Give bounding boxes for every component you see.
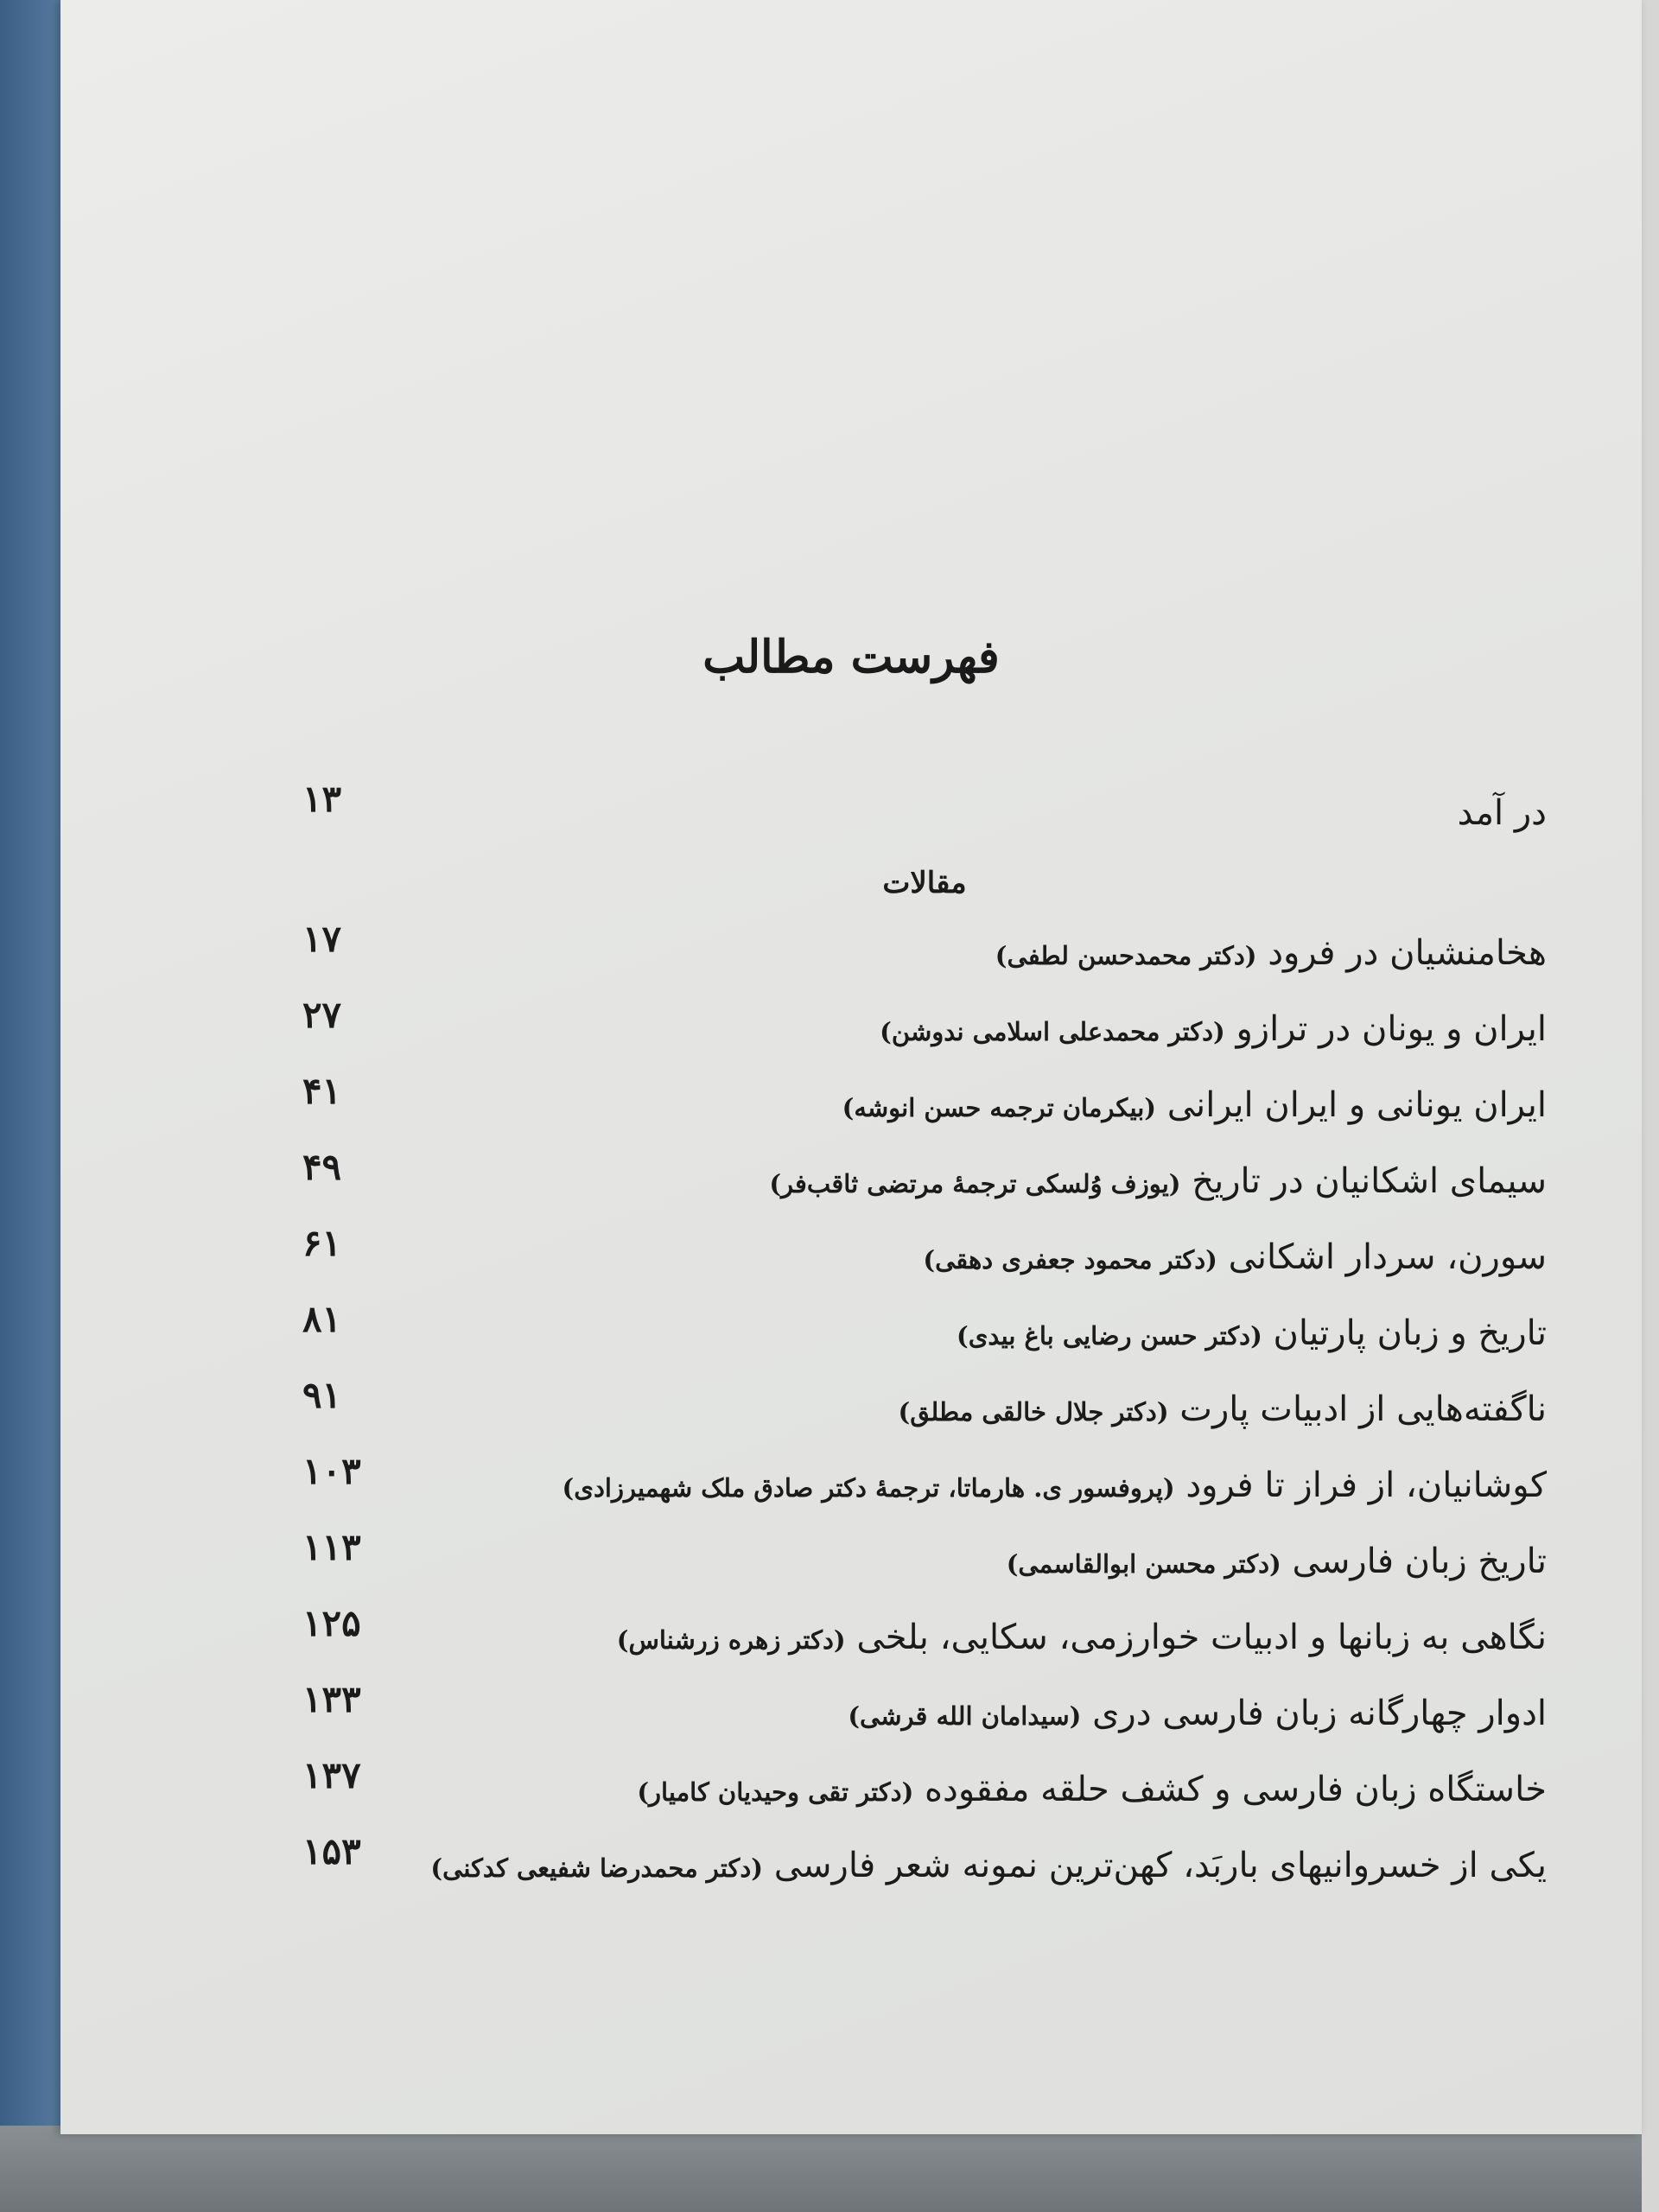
toc-entry-author: (دکتر محمدعلی اسلامی ندوشن)	[880, 1017, 1225, 1046]
toc-entry-page: ۸۱	[302, 1298, 342, 1340]
background-left	[0, 0, 69, 2212]
toc-entry-title: ناگفته‌هایی از ادبیات پارت	[1179, 1389, 1547, 1429]
toc-entry-page: ۱۵۳	[302, 1830, 361, 1872]
toc-entry-title: تاریخ زبان فارسی	[1292, 1541, 1547, 1581]
toc-entry	[302, 1830, 1547, 1906]
toc-entry-author: (یوزف وُلسکی ترجمهٔ مرتضی ثاقب‌فر)	[769, 1169, 1181, 1198]
toc-entry-author: (سیدامان الله قرشی)	[848, 1701, 1082, 1731]
toc-entry-page: ۴۱	[302, 1070, 342, 1112]
toc-entry-title: ایران و یونان در ترازو	[1236, 1009, 1547, 1049]
toc-entry-text	[430, 1830, 1547, 1885]
toc-intro-row	[302, 778, 1547, 854]
toc-entry	[302, 1678, 1547, 1754]
toc-entry-text	[637, 1754, 1547, 1809]
toc-entry-text	[1007, 1526, 1547, 1581]
toc-entry-text	[923, 1222, 1547, 1277]
background-bottom	[0, 2126, 1659, 2212]
toc-entry-title: سیمای اشکانیان در تاریخ	[1192, 1161, 1547, 1201]
toc-entry-title: کوشانیان، از فراز تا فرود	[1185, 1465, 1547, 1505]
toc-entry-author: (دکتر محمدحسن لطفی)	[995, 941, 1257, 970]
toc-entry-author: (دکتر جلال خالقی مطلق)	[898, 1397, 1169, 1427]
book-page	[60, 0, 1642, 2134]
toc-entry-page: ۱۳۷	[302, 1754, 361, 1796]
toc-entry-text	[995, 918, 1547, 973]
toc-entry	[302, 918, 1547, 994]
toc-entry-author: (دکتر زهره زرشناس)	[616, 1625, 846, 1655]
section-heading: مقالات	[882, 866, 967, 900]
toc-entry-author: (دکتر محمود جعفری دهقی)	[923, 1245, 1217, 1274]
toc-entry	[302, 1146, 1547, 1222]
page-title: فهرست مطالب	[702, 631, 1000, 683]
background-right	[1642, 0, 1659, 2212]
toc-entry-page: ۱۰۳	[302, 1450, 361, 1492]
toc-entry-text	[769, 1146, 1547, 1201]
toc-entry-page: ۹۱	[302, 1374, 342, 1416]
toc-entry-title: ایران یونانی و ایران ایرانی	[1166, 1085, 1547, 1125]
table-of-contents	[302, 778, 1547, 1906]
toc-entry-page: ۲۷	[302, 994, 342, 1036]
toc-entry	[302, 1450, 1547, 1526]
toc-entry-title: خاستگاه زبان فارسی و کشف حلقه مفقوده	[925, 1770, 1547, 1809]
toc-entry-title: یکی از خسروانیهای باربَد، کهن‌ترین نمونه شعر فارسی	[773, 1846, 1547, 1885]
toc-entry-page: ۱۱۳	[302, 1526, 361, 1568]
toc-entry-text	[617, 1602, 1547, 1657]
toc-intro-page: ۱۳	[302, 778, 342, 820]
toc-entry-page: ۱۷	[302, 918, 342, 960]
toc-entry	[302, 1298, 1547, 1374]
toc-entry-page: ۶۱	[302, 1222, 342, 1264]
toc-entry-page: ۱۲۵	[302, 1602, 361, 1644]
toc-entry	[302, 994, 1547, 1070]
toc-entry-author: (دکتر محسن ابوالقاسمی)	[1006, 1549, 1281, 1579]
toc-entry-author: (پروفسور ی. هارماتا، ترجمهٔ دکتر صادق ملک شهمیرزادی)	[562, 1473, 1175, 1503]
toc-entry-title: تاریخ و زبان پارتیان	[1273, 1313, 1547, 1353]
toc-entry	[302, 1526, 1547, 1602]
toc-entry-text	[842, 1070, 1547, 1125]
toc-entry-text	[563, 1450, 1547, 1505]
toc-entry-page: ۴۹	[302, 1146, 342, 1188]
toc-entry-title: نگاهی به زبانها و ادبیات خوارزمی، سکایی، بلخی	[856, 1618, 1547, 1657]
toc-entry-author: (دکتر محمدرضا شفیعی کدکنی)	[430, 1853, 763, 1883]
toc-entry-text	[880, 994, 1547, 1049]
toc-entry-author: (بیکرمان ترجمه حسن انوشه)	[842, 1093, 1156, 1122]
toc-entry	[302, 1222, 1547, 1298]
toc-entry-title: هخامنشیان در فرود	[1268, 933, 1547, 973]
toc-intro-label: در آمد	[1457, 793, 1547, 833]
toc-entry-text	[957, 1298, 1547, 1353]
toc-entry	[302, 1602, 1547, 1678]
toc-entry-author: (دکتر حسن رضایی باغ بیدی)	[956, 1321, 1262, 1351]
toc-entry-text	[899, 1374, 1548, 1429]
toc-entry	[302, 1374, 1547, 1450]
toc-entry	[302, 1070, 1547, 1146]
toc-entry-text	[848, 1678, 1547, 1733]
toc-entry-title: سورن، سردار اشکانی	[1228, 1237, 1547, 1277]
toc-entry-page: ۱۳۳	[302, 1678, 361, 1720]
toc-entry-title: ادوار چهارگانه زبان فارسی دری	[1092, 1694, 1547, 1733]
toc-entry-author: (دکتر تقی وحیدیان کامیار)	[637, 1777, 914, 1807]
toc-entry	[302, 1754, 1547, 1830]
